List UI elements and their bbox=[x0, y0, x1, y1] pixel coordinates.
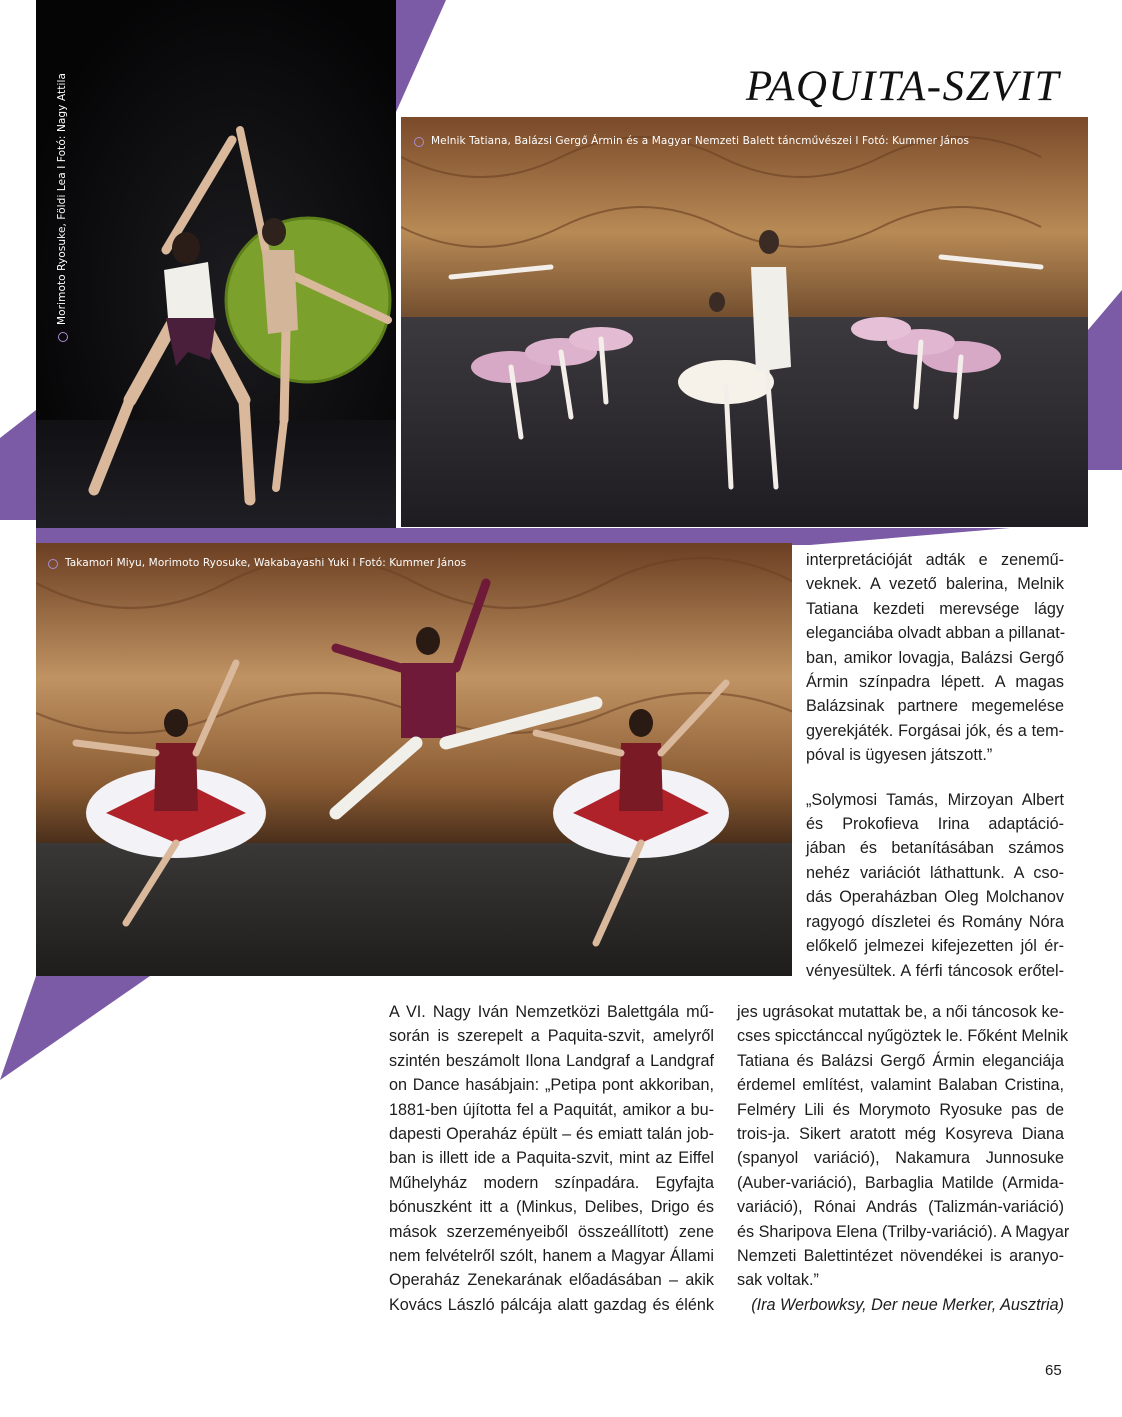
article-column-left bbox=[389, 1000, 714, 1317]
caption-bullet-icon bbox=[414, 137, 424, 147]
text-line: Tatiana és Balázsi Gergő Ármin eleganciája bbox=[737, 1051, 1064, 1070]
text-line: A VI. Nagy Iván Nemzetközi Balettgála mű- bbox=[389, 1003, 714, 1021]
text-line: nem felvételről szólt, hanem a Magyar Állami bbox=[389, 1247, 714, 1266]
text-line: sak voltak.” bbox=[737, 1271, 819, 1290]
text-line: Nemzeti Balettintézet növendékei is aranyo- bbox=[737, 1247, 1064, 1266]
caption-bullet-icon bbox=[58, 332, 68, 342]
photo-caption-bottom bbox=[48, 557, 466, 570]
text-line: nehéz variációt láthattunk. A cso- bbox=[806, 863, 1064, 882]
article-column-right-top bbox=[806, 548, 1064, 983]
text-line: eleganciába olvadt abban a pillanat- bbox=[806, 624, 1066, 643]
text-line: érdemel említést, valamint Balaban Cristina, bbox=[737, 1076, 1064, 1095]
text-line: Felméry Lili és Morymoto Ryosuke pas de bbox=[737, 1100, 1064, 1119]
text-line: Balázsinak partnere megemelése bbox=[806, 697, 1064, 716]
text-line: Ármin színpadra lépett. A magas bbox=[806, 673, 1064, 692]
photo-corps-de-ballet bbox=[401, 117, 1088, 527]
text-line: on Dance hasábjain: „Petipa pont akkoriban, bbox=[389, 1076, 714, 1095]
caption-bullet-icon bbox=[48, 559, 58, 569]
text-line: ragyogó díszletei és Romány Nóra bbox=[806, 912, 1064, 931]
text-line: során is szerepelt a Paquita-szvit, amelyről bbox=[389, 1027, 714, 1046]
photo-pas-de-trois bbox=[36, 543, 792, 976]
text-line: előkelő jelmezei kifejezetten jól ér- bbox=[806, 937, 1064, 956]
paragraph-gap bbox=[806, 768, 1064, 788]
photo-caption-left bbox=[56, 73, 69, 342]
text-line: gyerekjáték. Forgásai jók, és a tem- bbox=[806, 721, 1064, 740]
text-line: trois-ja. Sikert aratott még Kosyreva Diana bbox=[737, 1125, 1064, 1144]
purple-diagonal-right bbox=[1088, 290, 1122, 470]
text-line: és Sharipova Elena (Trilby-variáció). A Magyar bbox=[737, 1222, 1070, 1241]
quote-attribution: (Ira Werbowksy, Der neue Merker, Ausztria) bbox=[751, 1295, 1064, 1314]
text-line: cses spicctánccal nyűgöztek le. Főként Melnik bbox=[737, 1027, 1069, 1046]
text-line: Kovács László pálcája alatt gazdag és élénk bbox=[389, 1295, 714, 1314]
page-title: PAQUITA-SZVIT bbox=[745, 63, 1060, 110]
text-line: veknek. A vezető balerina, Melnik bbox=[806, 575, 1064, 594]
purple-diagonal-top bbox=[396, 0, 446, 112]
text-line: jában és betanításában számos bbox=[806, 839, 1064, 858]
purple-diagonal-left-bottom bbox=[0, 976, 150, 1080]
purple-diagonal-left-top bbox=[0, 410, 36, 520]
text-line: jes ugrásokat mutattak be, a női táncosok ke- bbox=[737, 1003, 1064, 1021]
text-line: dás Operaházban Oleg Molchanov bbox=[806, 888, 1064, 907]
text-line: Műhelyház modern színpadára. Egyfajta bbox=[389, 1173, 714, 1192]
text-line: bónuszként itt a (Minkus, Delibes, Drigo és bbox=[389, 1198, 714, 1217]
text-line: és Prokofieva Irina adaptáció- bbox=[806, 815, 1064, 834]
caption-text: Takamori Miyu, Morimoto Ryosuke, Wakabayashi Yuki I Fotó: Kummer János bbox=[65, 557, 467, 569]
text-line: ban, amikor lovagja, Balázsi Gergő bbox=[806, 648, 1064, 667]
photo-duet-dark-stage bbox=[36, 0, 396, 528]
caption-text: Morimoto Ryosuke, Földi Lea I Fotó: Nagy Attila bbox=[56, 72, 68, 325]
photo-caption-top bbox=[414, 135, 969, 148]
text-line: dapesti Operaház épült – és emiatt talán job- bbox=[389, 1125, 714, 1144]
text-line: interpretációját adták e zenemű- bbox=[806, 551, 1064, 569]
text-line: póval is ügyesen játszott.” bbox=[806, 746, 993, 765]
text-line: szintén beszámolt Ilona Landgraf a Landgraf bbox=[389, 1051, 714, 1070]
text-line: „Solymosi Tamás, Mirzoyan Albert bbox=[806, 790, 1064, 809]
text-line: variáció), Rónai András (Talizmán-variáció) bbox=[737, 1198, 1064, 1217]
text-line: 1881-ben újította fel a Paquitát, amikor a bu- bbox=[389, 1100, 714, 1119]
text-line: mások szerzeményeiből összeállított) zene bbox=[389, 1222, 714, 1241]
caption-text: Melnik Tatiana, Balázsi Gergő Ármin és a Magyar Nemzeti Balett táncművészei I Fotó: Kummer János bbox=[431, 135, 970, 147]
article-column-right-bottom bbox=[737, 1000, 1070, 1317]
text-line: ban is illett ide a Paquita-szvit, mint az Eiffel bbox=[389, 1149, 714, 1168]
page-number: 65 bbox=[1045, 1362, 1062, 1379]
text-line: Operaház Zenekarának előadásában – akik bbox=[389, 1271, 714, 1290]
text-line: Tatiana kezdeti merevsége lágy bbox=[806, 599, 1064, 618]
text-line: vényesültek. A férfi táncosok erőtel- bbox=[806, 961, 1064, 980]
text-line: (spanyol variáció), Nakamura Junnosuke bbox=[737, 1149, 1064, 1168]
text-line: (Auber-variáció), Barbaglia Matilde (Armida- bbox=[737, 1173, 1064, 1192]
